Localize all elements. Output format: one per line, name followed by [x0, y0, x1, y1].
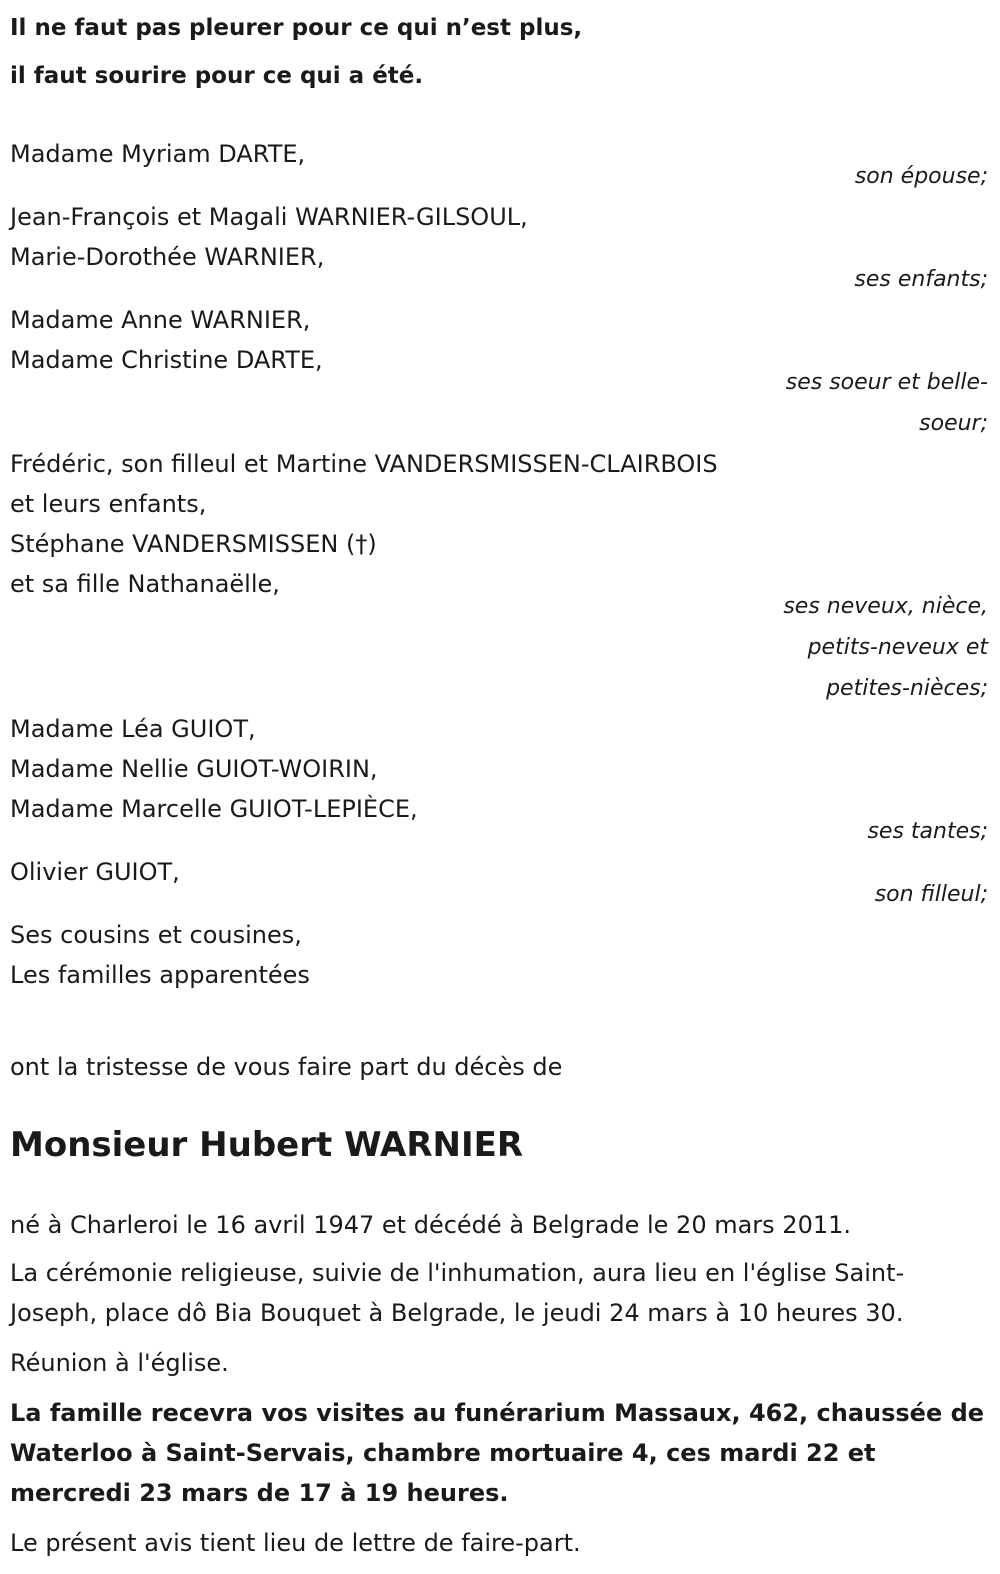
announcement-intro: ont la tristesse de vous faire part du décès de	[10, 1053, 563, 1081]
funeral-details	[10, 1205, 988, 1563]
family-name-line: Madame Christine DARTE,	[10, 346, 323, 374]
relationship-line: petits-neveux et	[807, 635, 988, 660]
epigraph-line: il faut sourire pour ce qui a été.	[10, 63, 424, 89]
family-group	[10, 915, 988, 995]
family-list	[10, 134, 988, 995]
family-name-line: Olivier GUIOT,	[10, 858, 180, 886]
ceremony-info: La cérémonie religieuse, suivie de l'inhumation, aura lieu en l'église Saint-Joseph, place dô Bia Bouquet à Belgrade, le jeudi 24 mars à 10 heures 30.	[10, 1259, 905, 1327]
family-name-line: Madame Nellie GUIOT-WOIRIN,	[10, 755, 378, 783]
relationship-line: ses soeur et belle-	[785, 370, 988, 395]
family-name-line: Les familles apparentées	[10, 961, 310, 989]
birth-death-info: né à Charleroi le 16 avril 1947 et décédé à Belgrade le 20 mars 2011.	[10, 1211, 852, 1239]
family-group	[10, 134, 988, 197]
relationship-label	[10, 586, 988, 709]
family-name-line: Madame Anne WARNIER,	[10, 306, 311, 334]
family-name-line: Stéphane VANDERSMISSEN (†)	[10, 530, 377, 558]
family-name-line: Madame Myriam DARTE,	[10, 140, 306, 168]
family-name-line: Frédéric, son filleul et Martine VANDERSMISSEN-CLAIRBOIS	[10, 450, 718, 478]
family-group	[10, 709, 988, 852]
family-name-line: Ses cousins et cousines,	[10, 921, 302, 949]
family-names	[10, 444, 988, 604]
relationship-line: ses neveux, nièce,	[783, 594, 988, 619]
family-group	[10, 852, 988, 915]
family-group	[10, 444, 988, 709]
notice-info: Le présent avis tient lieu de lettre de faire-part.	[10, 1529, 581, 1557]
relationship-line: ses tantes;	[867, 819, 988, 844]
family-name-line: Jean-François et Magali WARNIER-GILSOUL,	[10, 203, 528, 231]
family-group	[10, 197, 988, 300]
family-names	[10, 915, 988, 995]
relationship-line: soeur;	[919, 411, 988, 436]
epigraph	[10, 4, 988, 100]
deceased-name: Monsieur Hubert WARNIER	[10, 1125, 524, 1165]
meeting-info: Réunion à l'église.	[10, 1349, 229, 1377]
epigraph-line: Il ne faut pas pleurer pour ce qui n’est plus,	[10, 15, 583, 41]
visits-info: La famille recevra vos visites au funérarium Massaux, 462, chaussée de Waterloo à Saint-Servais, chambre mortuaire 4, ces mardi 22 et mercredi 23 mars de 17 à 19 heures.	[10, 1399, 985, 1507]
family-name-line: Madame Léa GUIOT,	[10, 715, 256, 743]
relationship-line: son épouse;	[854, 164, 988, 189]
family-group	[10, 300, 988, 444]
relationship-line: ses enfants;	[854, 267, 988, 292]
obituary-content	[10, 0, 988, 1573]
relationship-line: son filleul;	[874, 882, 988, 907]
relationship-line: petites-nièces;	[826, 676, 988, 701]
family-name-line: et sa fille Nathanaëlle,	[10, 570, 280, 598]
family-name-line: Madame Marcelle GUIOT-LEPIÈCE,	[10, 795, 418, 823]
family-name-line: Marie-Dorothée WARNIER,	[10, 243, 325, 271]
family-name-line: et leurs enfants,	[10, 490, 207, 518]
